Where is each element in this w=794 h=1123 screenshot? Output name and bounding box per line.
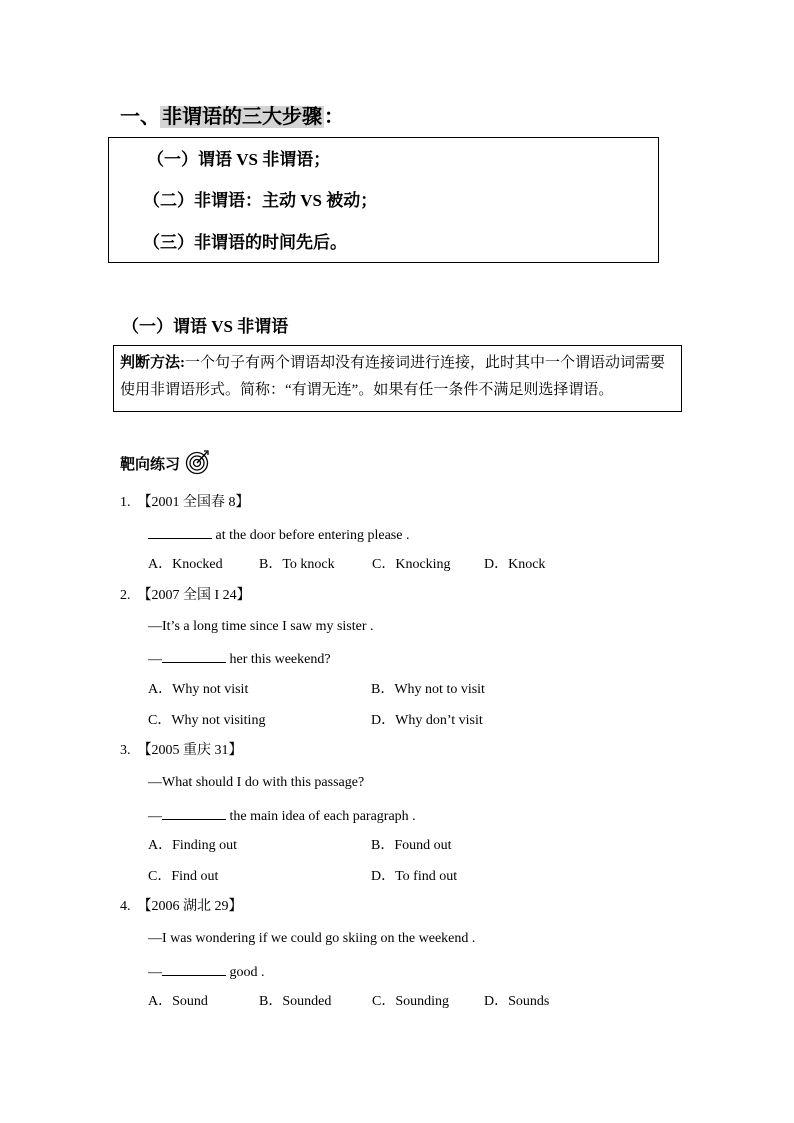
question-source: 【2007 全国 I 24】 — [137, 588, 251, 603]
section-number: 一、 — [120, 106, 160, 128]
step-1: （一）谓语 VS 非谓语； — [147, 150, 331, 169]
question-1-option-a[interactable]: A．Knocked — [148, 557, 223, 572]
target-icon — [184, 449, 210, 475]
answer-blank[interactable] — [162, 805, 226, 820]
question-1-stem — [148, 524, 409, 546]
stem-text: good . — [226, 965, 265, 980]
dash: — — [148, 809, 162, 824]
method-text: 一个句子有两个谓语却没有连接词进行连接，此时其中一个谓语动词需要使用非谓语形式。简称：“有谓无连”。如果有任一条件不满足则选择谓语。 — [120, 355, 666, 398]
question-3-option-b[interactable]: B．Found out — [371, 838, 452, 853]
question-4-option-b[interactable]: B．Sounded — [259, 994, 332, 1009]
question-4-line-1: —I was wondering if we could go skiing on the weekend . — [148, 931, 476, 946]
step-2: （二）非谓语：主动 VS 被动； — [143, 191, 378, 210]
question-4-option-c[interactable]: C．Sounding — [372, 994, 450, 1009]
question-4-option-d[interactable]: D．Sounds — [484, 994, 550, 1009]
question-3-option-a[interactable]: A．Finding out — [148, 838, 238, 853]
method-label: 判断方法: — [120, 355, 185, 371]
question-3-line-1: —What should I do with this passage? — [148, 775, 365, 790]
question-2-line-2 — [148, 648, 331, 670]
question-source: 【2001 全国春 8】 — [137, 495, 250, 510]
answer-blank[interactable] — [148, 524, 212, 539]
dash: — — [148, 965, 162, 980]
question-1-option-d[interactable]: D．Knock — [484, 557, 546, 572]
question-3-option-d[interactable]: D．To find out — [371, 869, 458, 884]
stem-text: at the door before entering please . — [212, 528, 410, 543]
question-2-option-a[interactable]: A．Why not visit — [148, 682, 249, 697]
question-3-option-c[interactable]: C．Find out — [148, 869, 219, 884]
stem-text: her this weekend? — [226, 652, 331, 667]
answer-blank[interactable] — [162, 648, 226, 663]
step-3: （三）非谓语的时间先后。 — [143, 233, 347, 252]
stem-text: the main idea of each paragraph . — [226, 809, 416, 824]
question-2-option-d[interactable]: D．Why don’t visit — [371, 713, 483, 728]
question-number: 1. — [120, 495, 131, 510]
question-1-option-c[interactable]: C．Knocking — [372, 557, 451, 572]
answer-blank[interactable] — [162, 961, 226, 976]
question-1-option-b[interactable]: B．To knock — [259, 557, 335, 572]
section-colon: ： — [324, 106, 344, 128]
question-2-line-1: —It’s a long time since I saw my sister . — [148, 619, 374, 634]
question-4-option-a[interactable]: A．Sound — [148, 994, 208, 1009]
question-source: 【2006 湖北 29】 — [137, 899, 243, 914]
question-source: 【2005 重庆 31】 — [137, 743, 243, 758]
question-3-header — [120, 741, 243, 761]
question-1-header — [120, 493, 250, 513]
question-3-line-2 — [148, 805, 416, 827]
section-title-highlight: 非谓语的三大步骤 — [162, 106, 322, 128]
question-4-header — [120, 897, 243, 917]
section-heading — [120, 103, 344, 131]
question-number: 2. — [120, 588, 131, 603]
question-2-option-c[interactable]: C．Why not visiting — [148, 713, 266, 728]
steps-box — [108, 137, 659, 263]
question-2-option-b[interactable]: B．Why not to visit — [371, 682, 485, 697]
dash: — — [148, 652, 162, 667]
question-number: 4. — [120, 899, 131, 914]
question-number: 3. — [120, 743, 131, 758]
practice-title: 靶向练习 — [120, 457, 181, 473]
question-2-header — [120, 586, 251, 606]
method-box — [113, 345, 682, 412]
subsection-title: （一）谓语 VS 非谓语 — [122, 317, 289, 336]
question-4-line-2 — [148, 961, 265, 983]
